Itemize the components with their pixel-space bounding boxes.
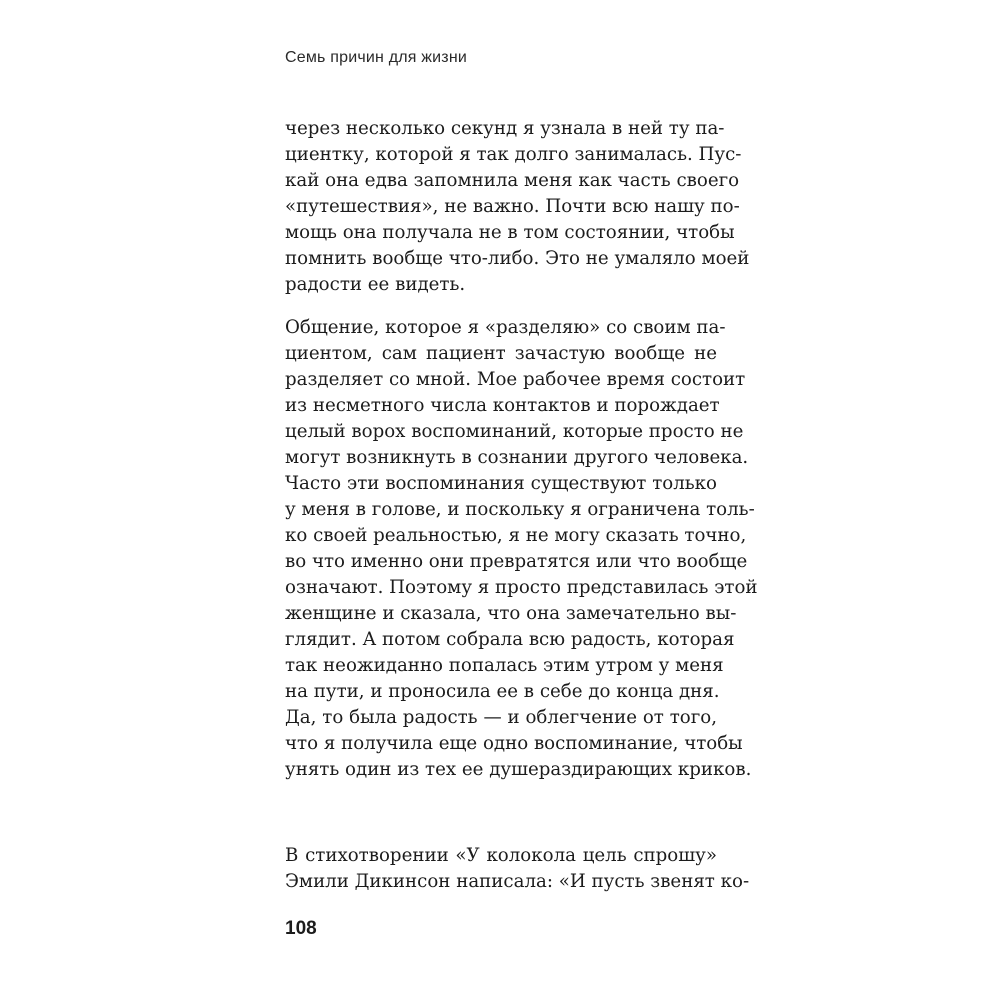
text-line: В стихотворении «У колокола цель спрошу» <box>285 845 717 866</box>
text-line: радости ее видеть. <box>285 274 466 295</box>
text-line: Да, то была радость — и облегчение от того, <box>285 707 717 728</box>
text-line: разделяет со мной. Мое рабочее время состоит <box>285 369 746 390</box>
text-line: циентом, сам пациент зачастую вообще не <box>285 343 717 364</box>
text-line: Общение, которое я «разделяю» со своим па- <box>285 317 726 338</box>
text-line: помнить вообще что-либо. Это не умаляло моей <box>285 248 750 269</box>
text-line: на пути, и проносила ее в себе до конца дня. <box>285 681 720 702</box>
text-line: у меня в голове, и поскольку я ограничена толь- <box>285 499 755 520</box>
text-line: так неожиданно попалась этим утром у меня <box>285 655 724 676</box>
text-line: означают. Поэтому я просто представилась этой <box>285 577 758 598</box>
text-line: что я получила еще одно воспоминание, чтобы <box>285 733 743 754</box>
text-line: циентку, которой я так долго занималась. Пус- <box>285 144 742 165</box>
text-line: мощь она получала не в том состоянии, чтобы <box>285 222 735 243</box>
text-line: кай она едва запомнила меня как часть своего <box>285 170 740 191</box>
text-line: глядит. А потом собрала всю радость, которая <box>285 629 735 650</box>
running-head: Семь причин для жизни <box>285 49 468 66</box>
text-line: Часто эти воспоминания существуют только <box>285 473 717 494</box>
text-line: через несколько секунд я узнала в ней ту па- <box>285 118 725 139</box>
paragraph <box>285 315 758 783</box>
text-line: Эмили Дикинсон написала: «И пусть звенят ко- <box>285 871 750 892</box>
text-line: «путешествия», не важно. Почти всю нашу по- <box>285 196 740 217</box>
text-line: из несметного числа контактов и порождает <box>285 395 720 416</box>
text-line: женщине и сказала, что она замечательно вы- <box>285 603 737 624</box>
text-line: ко своей реальностью, я не могу сказать точно, <box>285 525 747 546</box>
text-line: унять один из тех ее душераздирающих криков. <box>285 759 752 780</box>
paragraph <box>285 843 750 895</box>
paragraph <box>285 116 750 298</box>
text-line: могут возникнуть в сознании другого человека. <box>285 447 749 468</box>
text-line: целый ворох воспоминаний, которые просто не <box>285 421 744 442</box>
text-line: во что именно они превратятся или что вообще <box>285 551 748 572</box>
page-number: 108 <box>285 918 317 939</box>
